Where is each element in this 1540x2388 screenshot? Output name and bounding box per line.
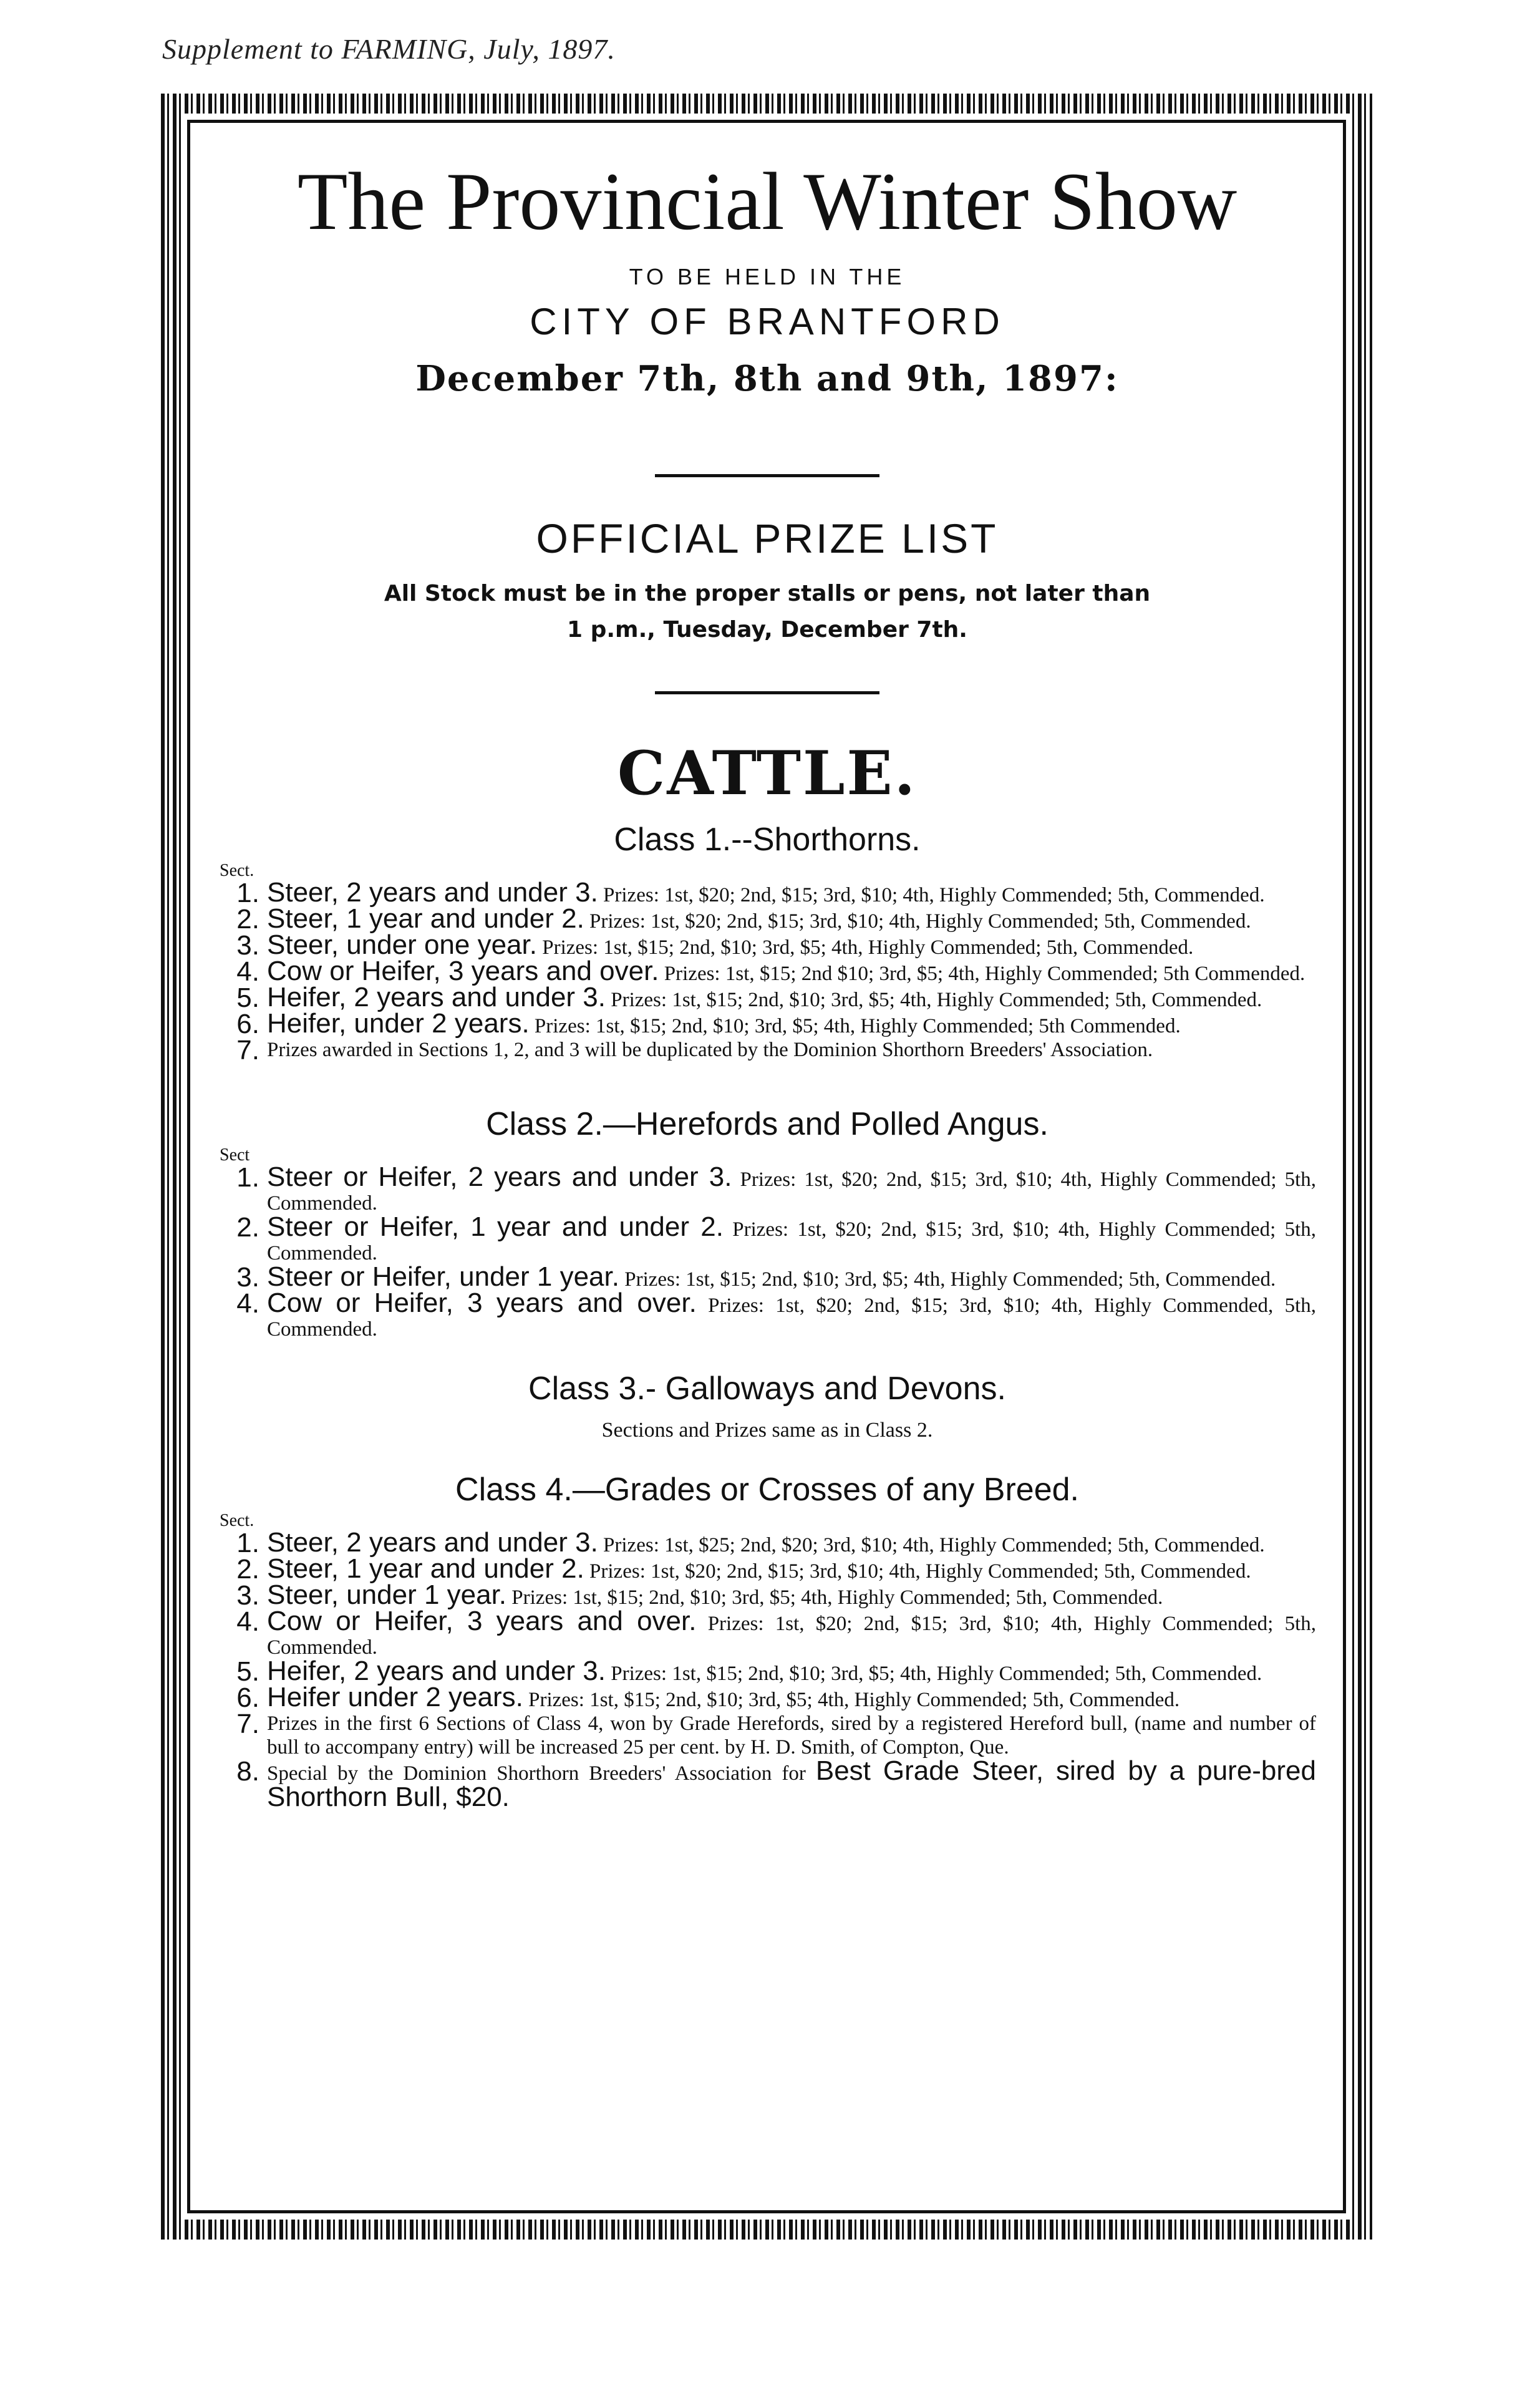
section-number: 6. [236,1682,259,1714]
section-number: 5. [236,1656,259,1687]
section-heading: Steer, 1 year and under 2. [267,1553,584,1585]
section-number: 6. [236,1009,259,1040]
section-prizes: Prizes: 1st, $25; 2nd, $20; 3rd, $10; 4th, Highly Commended; 5th, Commended. [598,1534,1265,1557]
section-heading: Steer or Heifer, 1 year and under 2. [267,1211,724,1243]
section-heading: Steer or Heifer, under 1 year. [267,1261,619,1293]
class-note: Sections and Prizes same as in Class 2. [601,1419,933,1442]
class-title: Class 4.—Grades or Crosses of any Breed. [455,1472,1079,1508]
section-list [212,1162,1322,1341]
section-prizes: Prizes: 1st, $20; 2nd, $15; 3rd, $10; 4th, Highly Commended; 5th, Commended. [584,1560,1251,1583]
section-heading: Steer or Heifer, 2 years and under 3. [267,1162,732,1193]
section-prizes: Prizes: 1st, $15; 2nd, $10; 3rd, $5; 4th, Highly Commended; 5th, Commended. [619,1268,1276,1291]
class-2 [212,1105,1322,1341]
prize-section [212,1035,1322,1066]
prize-section [212,1755,1322,1813]
show-dates: December 7th, 8th and 9th, 1897: [415,358,1119,400]
section-heading: Cow or Heifer, 3 years and over. [267,1606,697,1637]
section-prizes: Prizes: 1st, $20; 2nd, $15; 3rd, $10; 4th, Highly Commended, 5th, Commended. [267,1294,1316,1341]
section-prizes: Prizes: 1st, $20; 2nd, $15; 3rd, $10; 4th, Highly Commended; 5th, Commended. [267,1613,1316,1659]
section-prizes: Prizes: 1st, $15; 2nd, $10; 3rd, $5; 4th, Highly Commended; 5th, Commended. [536,936,1194,959]
held-in-line: TO BE HELD IN THE [629,264,906,290]
section-heading: Steer, 2 years and under 3. [267,877,598,908]
section-number: 1. [236,1528,259,1559]
section-prizes: Prizes: 1st, $15; 2nd, $10; 3rd, $5; 4th, Highly Commended; 5th, Commended. [606,1662,1262,1686]
prize-section [212,1709,1322,1759]
prize-section [212,1288,1322,1341]
sect-label: Sect [220,1145,250,1165]
section-heading: Heifer, 2 years and under 3. [267,1656,606,1687]
section-list [212,877,1322,1066]
section-heading: Heifer, under 2 years. [267,1008,530,1039]
section-prizes: Prizes: 1st, $15; 2nd $10; 3rd, $5; 4th, Highly Commended; 5th Commended. [659,963,1305,986]
section-heading: Cow or Heifer, 3 years and over. [267,1288,697,1319]
section-prizes: Prizes: 1st, $15; 2nd, $10; 3rd, $5; 4th, Highly Commended; 5th, Commended. [606,989,1262,1012]
class-4 [212,1471,1322,1812]
section-number: 1. [236,878,259,909]
section-text [267,1288,1316,1341]
section-prizes: Prizes in the first 6 Sections of Class 4, won by Grade Herefords, sired by a registered Hereford bull, (name and number of bull to accompany entry) will be increased 25 per cent. by H. D. Smith, of Compton, Que. [267,1712,1316,1759]
class-3 [212,1370,1322,1442]
section-prizes: Prizes: 1st, $20; 2nd, $15; 3rd, $10; 4th, Highly Commended; 5th, Commended. [267,1218,1317,1265]
section-number: 7. [236,1709,259,1740]
prize-list-heading: OFFICIAL PRIZE LIST [536,515,999,562]
sect-label: Sect. [220,1511,254,1531]
class-title: Class 1.--Shorthorns. [614,822,921,858]
section-number: 3. [236,930,259,961]
section-text [267,1606,1316,1659]
section-number: 1. [236,1162,259,1193]
section-number: 4. [236,1606,259,1638]
section-prizes: Special by the Dominion Shorthorn Breeders' Association for [267,1762,816,1785]
section-prizes: Prizes awarded in Sections 1, 2, and 3 will be duplicated by the Dominion Shorthorn Breeders' Association. [267,1039,1153,1062]
prize-section [212,1211,1322,1265]
section-prizes: Prizes: 1st, $20; 2nd, $15; 3rd, $10; 4th, Highly Commended; 5th, Commended. [584,910,1251,933]
show-title: The Provincial Winter Show [297,155,1237,247]
stock-notice [212,576,1322,648]
section-heading: Heifer under 2 years. [267,1682,523,1713]
section-heading: Heifer, 2 years and under 3. [267,982,606,1013]
section-heading: Steer, under one year. [267,929,537,961]
notice-line-2: 1 p.m., Tuesday, December 7th. [567,616,967,643]
prize-section [212,1606,1322,1659]
section-prizes: Prizes: 1st, $15; 2nd, $10; 3rd, $5; 4th, Highly Commended; 5th Commended. [529,1015,1181,1038]
section-prizes: Prizes: 1st, $15; 2nd, $10; 3rd, $5; 4th, Highly Commended; 5th, Commended. [523,1689,1180,1712]
divider-rule [655,691,879,694]
supplement-header: Supplement to FARMING, July, 1897. [162,33,616,65]
poster-content [212,143,1322,1812]
section-number: 2. [236,1212,259,1243]
class-1 [212,821,1322,1066]
section-text [267,1162,1316,1215]
section-heading: Steer, 1 year and under 2. [267,903,584,934]
section-number: 4. [236,1288,259,1319]
section-text [267,1755,1316,1813]
section-number: 8. [236,1756,259,1787]
prize-section [212,1008,1322,1040]
section-text [267,1008,1316,1039]
section-text [267,1211,1317,1265]
section-heading-tail: Best Grade Steer, sired by a pure-bred Shorthorn Bull, $20. [267,1755,1316,1813]
sect-label: Sect. [220,861,254,881]
notice-line-1: All Stock must be in the proper stalls or pens, not later than [384,581,1151,607]
section-number: 3. [236,1262,259,1293]
category-heading: CATTLE. [617,738,918,809]
section-number: 2. [236,904,259,935]
section-text [267,1712,1316,1759]
class-title: Class 2.—Herefords and Polled Angus. [486,1106,1048,1143]
city-line: CITY OF BRANTFORD [530,301,1005,343]
section-text [267,1038,1316,1063]
class-title: Class 3.- Galloways and Devons. [528,1371,1006,1407]
section-heading: Cow or Heifer, 3 years and over. [267,956,659,987]
section-prizes: Prizes: 1st, $15; 2nd, $10; 3rd, $5; 4th, Highly Commended; 5th, Commended. [506,1586,1163,1609]
section-heading: Steer, 2 years and under 3. [267,1527,598,1558]
section-prizes: Prizes: 1st, $20; 2nd, $15; 3rd, $10; 4th, Highly Commended; 5th, Commended. [267,1168,1316,1215]
section-number: 3. [236,1580,259,1611]
section-list [212,1527,1322,1813]
prize-section [212,1682,1322,1714]
section-number: 7. [236,1035,259,1066]
section-prizes: Prizes: 1st, $20; 2nd, $15; 3rd, $10; 4th, Highly Commended; 5th, Commended. [598,884,1265,907]
prize-section [212,1162,1322,1215]
section-number: 2. [236,1554,259,1585]
divider-rule [655,474,879,477]
section-number: 4. [236,956,259,988]
section-number: 5. [236,983,259,1014]
section-text [267,1682,1316,1713]
section-heading: Steer, under 1 year. [267,1580,507,1611]
